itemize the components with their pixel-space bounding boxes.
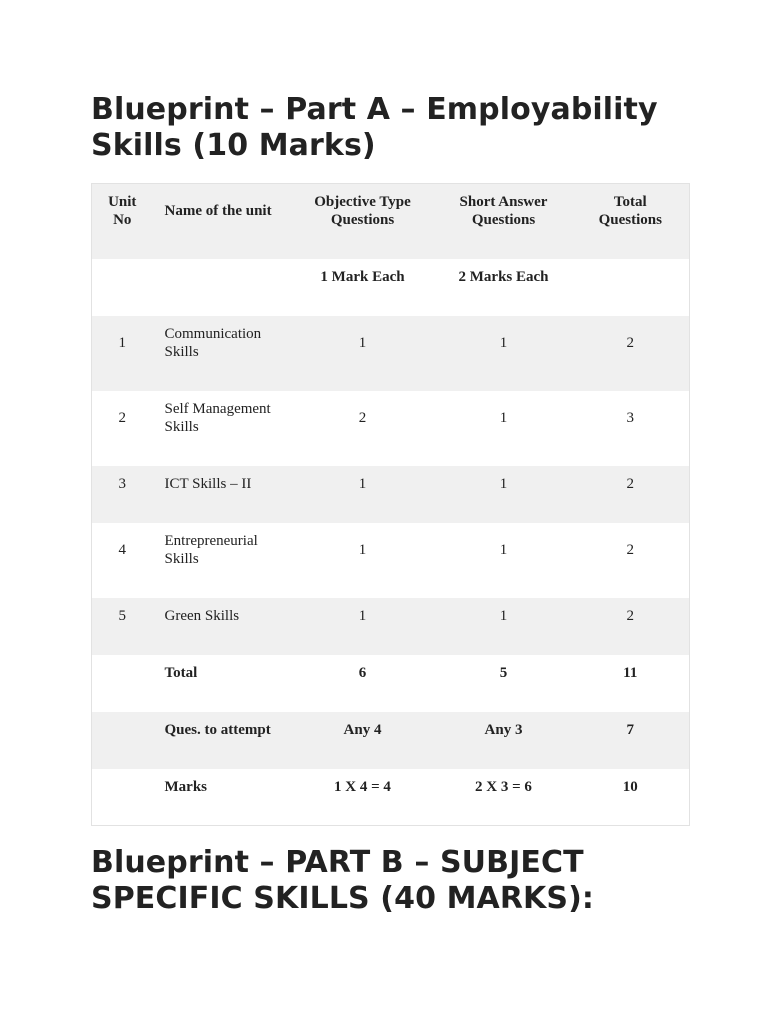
total-count: 3 xyxy=(626,409,634,426)
total-objective: 6 xyxy=(358,664,367,681)
total-label: Total xyxy=(164,664,198,681)
table-row xyxy=(92,523,690,598)
unit-name: ICT Skills – II xyxy=(164,475,252,492)
header-unit-name: Name of the unit xyxy=(164,203,272,219)
attempt-objective: Any 4 xyxy=(343,721,382,738)
short-count: 1 xyxy=(499,409,508,426)
attempt-short: Any 3 xyxy=(484,721,523,738)
objective-count: 1 xyxy=(358,541,367,558)
part-b-heading: Blueprint – PART B – SUBJECT SPECIFIC SKILLS (40 MARKS): xyxy=(91,845,595,916)
marks-objective: 1 X 4 = 4 xyxy=(334,778,391,795)
objective-marks-each: 1 Mark Each xyxy=(320,268,405,285)
total-count: 2 xyxy=(626,475,634,492)
marks-each-row xyxy=(92,259,690,316)
marks-short: 2 X 3 = 6 xyxy=(475,778,532,795)
objective-count: 1 xyxy=(358,334,367,351)
total-count: 2 xyxy=(626,541,634,558)
total-count: 2 xyxy=(626,334,634,351)
unit-name: Entrepreneurial Skills xyxy=(164,532,258,567)
attempt-label: Ques. to attempt xyxy=(164,721,271,738)
header-total-questions: Total Questions xyxy=(598,194,662,228)
unit-no: 5 xyxy=(118,607,126,624)
header-short-answer: Short Answer Questions xyxy=(459,194,548,228)
unit-name: Communication Skills xyxy=(164,325,262,360)
attempt-total: 7 xyxy=(626,721,634,738)
short-count: 1 xyxy=(499,607,508,624)
part-a-heading: Blueprint – Part A – Employability Skills (10 Marks) xyxy=(91,92,658,163)
part-a-blueprint-table xyxy=(91,183,690,826)
unit-name: Self Management Skills xyxy=(164,400,271,435)
unit-no: 1 xyxy=(118,334,126,351)
total-count: 2 xyxy=(626,607,634,624)
unit-no: 2 xyxy=(118,409,126,426)
unit-no: 4 xyxy=(118,541,126,558)
article-content xyxy=(91,92,689,917)
table-row xyxy=(92,466,690,523)
header-objective: Objective Type Questions xyxy=(314,194,411,228)
objective-count: 1 xyxy=(358,607,367,624)
unit-name: Green Skills xyxy=(164,607,240,624)
short-marks-each: 2 Marks Each xyxy=(458,268,549,285)
short-count: 1 xyxy=(499,541,508,558)
objective-count: 2 xyxy=(358,409,367,426)
total-short: 5 xyxy=(499,664,508,681)
objective-count: 1 xyxy=(358,475,367,492)
table-row xyxy=(92,598,690,655)
unit-no: 3 xyxy=(118,475,126,492)
table-row xyxy=(92,391,690,466)
attempt-row xyxy=(92,712,690,769)
short-count: 1 xyxy=(499,475,508,492)
total-questions: 11 xyxy=(623,664,638,681)
header-unit-no: Unit No xyxy=(108,194,137,228)
marks-row xyxy=(92,769,690,826)
table-header-row xyxy=(92,184,690,259)
short-count: 1 xyxy=(499,334,508,351)
marks-total: 10 xyxy=(622,778,638,795)
total-row xyxy=(92,655,690,712)
marks-label: Marks xyxy=(164,778,207,795)
table-row xyxy=(92,316,690,391)
